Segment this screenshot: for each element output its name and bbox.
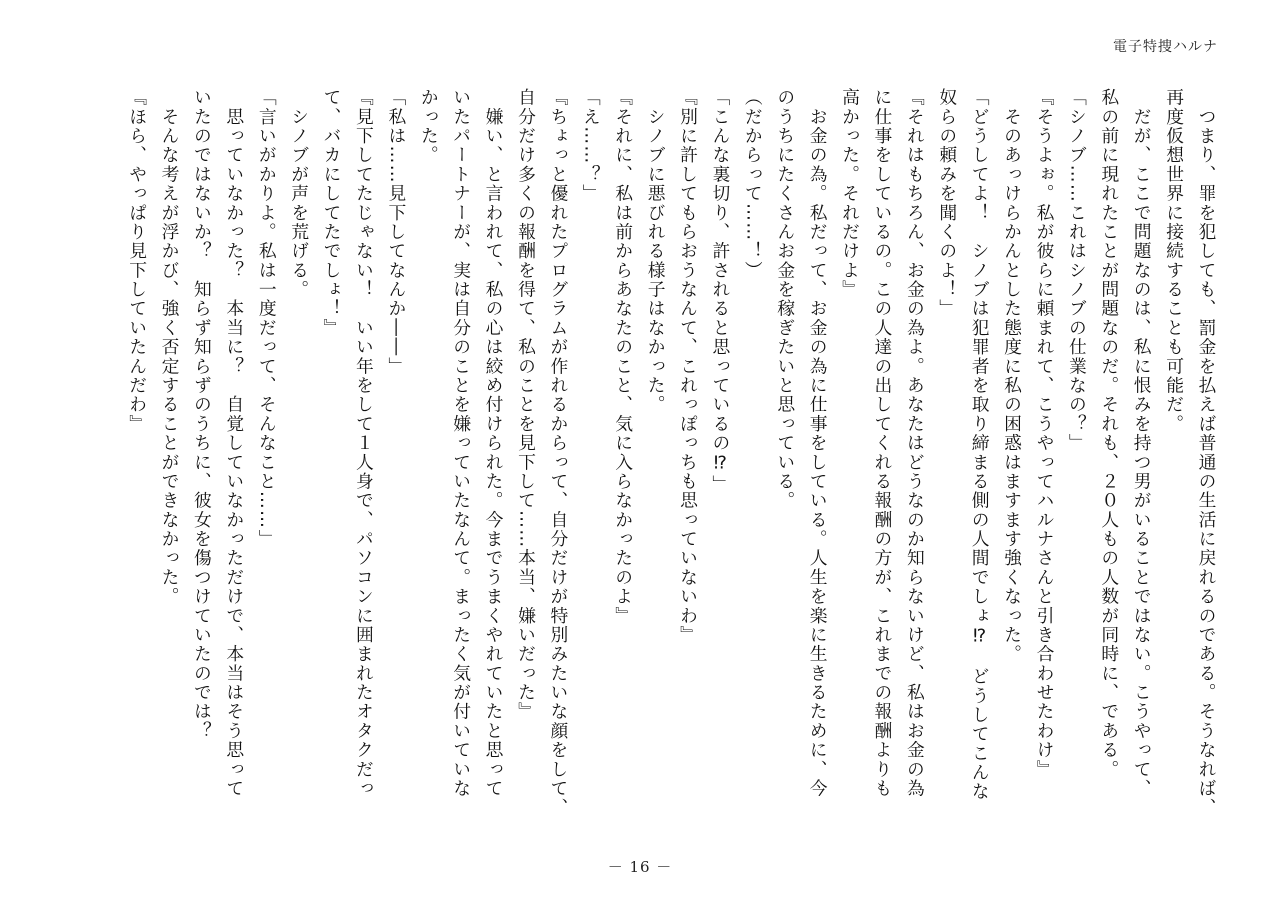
text-line: 『そうよぉ。私が彼らに頼まれて、こうやってハルナさんと引き合わせたわけ』 <box>1033 88 1055 779</box>
text-line: いたのではないか？ 知らず知らずのうちに、彼女を傷つけていたのでは？ <box>191 88 213 741</box>
text-line: シノブが声を荒げる。 <box>288 88 310 300</box>
text-line: 高かった。それだけよ』 <box>839 88 861 300</box>
text-line: 「言いがかりよ。私は一度だって、そんなこと……」 <box>256 88 278 549</box>
running-header: 電子特捜ハルナ <box>1113 39 1218 55</box>
text-line: つまり、罪を犯しても、罰金を払えば普通の生活に戻れるのである。そうなれば、 <box>1196 88 1217 818</box>
text-line: 「シノブ……これはシノブの仕業なの？」 <box>1066 88 1088 453</box>
text-line: 私の前に現れたことが問題なのだ。それも、２０人もの人数が同時に、である。 <box>1098 88 1120 779</box>
text-line: 『ちょっと優れたプログラムが作れるからって、自分だけが特別みたいな顔をして、 <box>547 88 569 818</box>
text-line: 思っていなかった？ 本当に？ 自覚していなかっただけで、本当はそう思って <box>223 88 245 799</box>
text-line: お金の為。私だって、お金の為に仕事をしている。人生を楽に生きるために、今 <box>807 88 829 799</box>
text-line: そんな考えが浮かび、強く否定することができなかった。 <box>159 88 180 607</box>
text-line: シノブに悪びれる様子はなかった。 <box>645 88 667 415</box>
text-line: て、バカにしてたでしょ！』 <box>321 88 343 338</box>
text-line: に仕事をしているの。この人達の出してくれる報酬の方が、これまでの報酬よりも <box>871 88 893 799</box>
text-line: 「こんな裏切り、許されると思っているの⁉」 <box>709 88 731 495</box>
text-line: 「私は……見下してなんか――」 <box>385 88 407 376</box>
text-line: 『別に許してもらおうなんて、これっぽっちも思っていないわ』 <box>677 88 699 645</box>
page-number: － 16 － <box>607 858 673 876</box>
text-line: 「え……？」 <box>580 88 602 204</box>
text-line: 『ほら、やっぱり見下していたんだわ』 <box>126 88 148 434</box>
text-line: 『見下してたじゃない！ いい年をして１人身で、パソコンに囲まれたオタクだっ <box>353 88 375 799</box>
text-line: 嫌い、と言われて、私の心は絞め付けられた。今までうまくやれていたと思って <box>483 88 505 799</box>
text-line: 『それはもちろん、お金の為よ。あなたはどうなのか知らないけど、私はお金の為 <box>904 88 926 799</box>
text-line: （だからって……！） <box>742 88 764 280</box>
text-line: だが、ここで問題なのは、私に恨みを持つ男がいることではない。こうやって、 <box>1131 88 1153 799</box>
text-line: 『それに、私は前からあなたのこと、気に入らなかったのよ』 <box>612 88 634 626</box>
vertical-body-text <box>82 88 1222 838</box>
text-line: 自分だけ多くの報酬を得て、私のことを見下して……本当、嫌いだった』 <box>515 88 537 722</box>
text-line: そのあっけらかんとした態度に私の困惑はますます強くなった。 <box>1001 88 1023 664</box>
text-line: かった。 <box>418 88 440 165</box>
text-line: 「どうしてよ！ シノブは犯罪者を取り締まる側の人間でしょ⁉ どうしてこんな <box>969 88 991 802</box>
text-line: 奴らの頼みを聞くのよ！」 <box>936 88 958 319</box>
text-line: 再度仮想世界に接続することも可能だ。 <box>1163 88 1185 434</box>
text-line: のうちにたくさんお金を稼ぎたいと思っている。 <box>774 88 796 511</box>
text-line: いたパートナーが、実は自分のことを嫌っていたなんて。まったく気が付いていな <box>450 88 472 799</box>
